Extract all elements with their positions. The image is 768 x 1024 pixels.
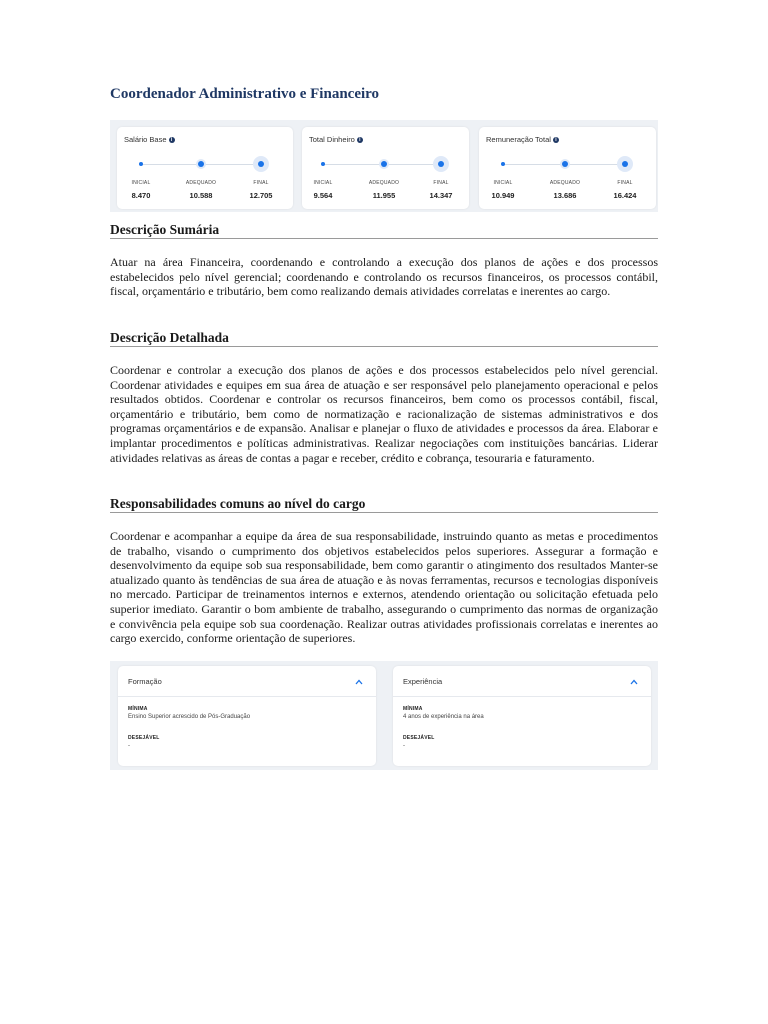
- level-dot-adequado: [562, 161, 568, 167]
- level-label-adequado: ADEQUADO: [549, 180, 581, 186]
- salary-card-title: [124, 135, 175, 144]
- salary-card-title: [486, 135, 559, 144]
- info-icon[interactable]: i: [553, 137, 559, 143]
- salary-card-title: [309, 135, 363, 144]
- level-dot-inicial: [321, 162, 325, 166]
- level-dot-adequado: [198, 161, 204, 167]
- level-label-adequado: ADEQUADO: [368, 180, 400, 186]
- salary-card-title-text: Total Dinheiro: [309, 135, 355, 144]
- level-dot-inicial: [139, 162, 143, 166]
- level-label-inicial: INICIAL: [493, 180, 513, 186]
- qualification-card-title: Formação: [128, 677, 162, 686]
- qualification-min-value: Ensino Superior acrescido de Pós-Graduação: [128, 714, 251, 720]
- level-dot-final: [622, 161, 628, 167]
- level-value-final: 16.424: [613, 191, 637, 200]
- qualification-des-value: -: [403, 743, 405, 749]
- section-text-sumaria: Atuar na área Financeira, coordenando e controlando a execução dos planos de ações e dos processos estabelecidos pelo nível gerencial; coordenando e controlando os recursos financeiros, os processos contábil, fiscal, orçamentário e tributário, bem como realizando demais atividades correlatas e inerentes ao cargo.: [110, 255, 658, 299]
- salary-card-total-dinheiro: [302, 127, 469, 209]
- chevron-up-icon[interactable]: [355, 679, 363, 685]
- section-heading-sumaria: Descrição Sumária: [110, 222, 658, 239]
- level-value-inicial: 8.470: [131, 191, 151, 200]
- level-dot-final: [438, 161, 444, 167]
- chevron-up-icon[interactable]: [630, 679, 638, 685]
- level-label-final: FINAL: [253, 180, 269, 186]
- level-label-final: FINAL: [433, 180, 449, 186]
- qualification-des-label: DESEJÁVEL: [403, 735, 435, 741]
- level-value-adequado: 13.686: [553, 191, 577, 200]
- qualification-min-value: 4 anos de experiência na área: [403, 714, 484, 720]
- level-value-inicial: 9.564: [313, 191, 333, 200]
- info-icon[interactable]: i: [169, 137, 175, 143]
- level-dot-final: [258, 161, 264, 167]
- level-value-final: 12.705: [249, 191, 273, 200]
- salary-card-title-text: Salário Base: [124, 135, 167, 144]
- level-value-inicial: 10.949: [491, 191, 515, 200]
- document-title: Coordenador Administrativo e Financeiro: [110, 86, 380, 102]
- qualification-min-label: MÍNIMA: [403, 706, 423, 712]
- qualification-des-value: -: [128, 743, 130, 749]
- info-icon[interactable]: i: [357, 137, 363, 143]
- salary-panel: [110, 120, 658, 212]
- level-value-adequado: 11.955: [372, 191, 396, 200]
- qualification-card-title: Experiência: [403, 677, 443, 686]
- section-heading-responsabilidades: Responsabilidades comuns ao nível do cargo: [110, 496, 658, 513]
- salary-card-base: [117, 127, 293, 209]
- qualification-card-formacao: [118, 666, 376, 766]
- level-label-final: FINAL: [617, 180, 633, 186]
- level-label-inicial: INICIAL: [313, 180, 333, 186]
- level-value-final: 14.347: [429, 191, 453, 200]
- section-heading-detalhada: Descrição Detalhada: [110, 330, 658, 347]
- level-label-adequado: ADEQUADO: [185, 180, 217, 186]
- section-text-detalhada: Coordenar e controlar a execução dos planos de ações e dos processos estabelecidos pelo nível gerencial. Coordenar atividades e equipes em sua área de atuação e ser responsável pelo planejamento operacional e pelos resultados obtidos. Coordenar e controlar os recursos financeiros, bem como os processos contábil, fiscal, orçamentário e tributário, bem como de normatização e racionalização de sistemas administrativos e dos programas orçamentários e de expansão. Analisar e planejar o fluxo de atividades e processos da área. Elaborar e implantar procedimentos e políticas administrativas. Realizar negociações com instituições bancárias. Liderar atividades relativas as áreas de contas a pagar e receber, crédito e cobrança, tesouraria e faturamento.: [110, 363, 658, 465]
- qualification-card-header[interactable]: [393, 666, 651, 697]
- level-dot-inicial: [501, 162, 505, 166]
- level-value-adequado: 10.588: [189, 191, 213, 200]
- salary-card-title-text: Remuneração Total: [486, 135, 551, 144]
- section-text-responsabilidades: Coordenar e acompanhar a equipe da área de sua responsabilidade, instruindo quanto as metas e procedimentos de trabalho, visando o cumprimento dos objetivos estabelecidos pelos superiores. Assegurar a formação e desenvolvimento da equipe sob sua responsabilidade, bem como garantir o atingimento dos resultados Manter-se atualizado quanto às tendências de sua área de atuação e às novas ferramentas, recursos e tecnologias disponíveis no mercado. Participar de treinamentos internos e externos, atendendo orientação ou solicitação efetuada pelo superior imediato. Garantir o bom ambiente de trabalho, assegurando o cumprimento das normas de organização e convivência pela equipe sob sua coordenação. Realizar outras atividades profissionais correlatas e inerentes ao cargo exercido, conforme orientação de superiores.: [110, 529, 658, 646]
- level-dot-adequado: [381, 161, 387, 167]
- level-label-inicial: INICIAL: [131, 180, 151, 186]
- qualification-card-experiencia: [393, 666, 651, 766]
- qualification-des-label: DESEJÁVEL: [128, 735, 160, 741]
- qualifications-panel: [110, 661, 658, 770]
- qualification-min-label: MÍNIMA: [128, 706, 148, 712]
- salary-card-remuneracao-total: [479, 127, 656, 209]
- qualification-card-header[interactable]: [118, 666, 376, 697]
